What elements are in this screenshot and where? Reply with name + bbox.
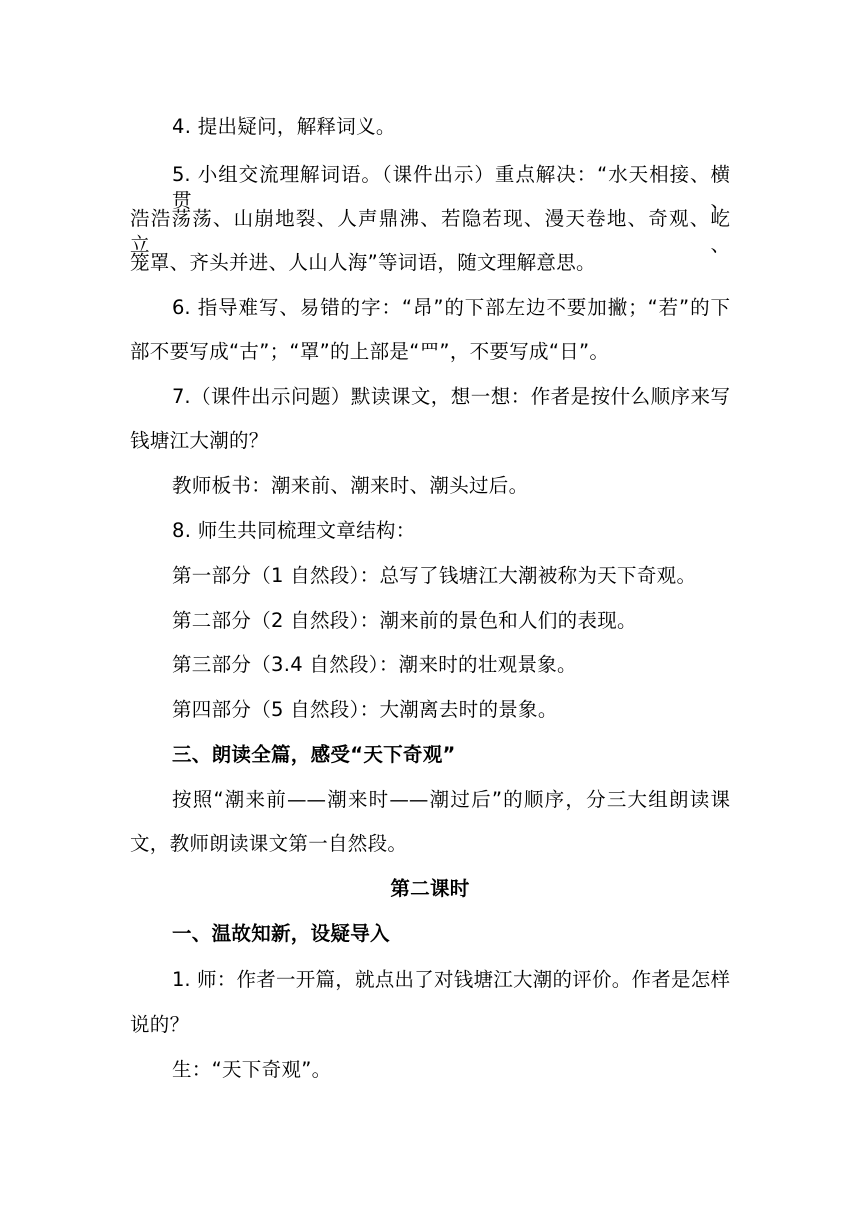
text-line: 部不要写成“古”；“罩”的上部是“罒”，不要写成“日”。	[130, 340, 610, 363]
text-line: 6. 指导难写、易错的字：“昂”的下部左边不要加撇；“若”的下	[172, 296, 730, 319]
text-line: 第二部分（2 自然段）：潮来前的景色和人们的表现。	[172, 609, 637, 632]
text-line: 8. 师生共同梳理文章结构：	[172, 519, 416, 542]
text-line: 第一部分（1 自然段）：总写了钱塘江大潮被称为天下奇观。	[172, 564, 697, 587]
text-line: 生：“天下奇观”。	[172, 1058, 332, 1081]
section-heading: 一、温故知新，设疑导入	[172, 922, 390, 945]
text-line: 4. 提出疑问，解释词义。	[172, 115, 396, 138]
lesson-title: 第二课时	[390, 877, 470, 900]
text-line: 笼罩、齐头并进、人山人海”等词语，随文理解意思。	[130, 251, 596, 274]
section-heading: 三、朗读全篇，感受“天下奇观”	[172, 743, 456, 766]
text-line: 1. 师：作者一开篇，就点出了对钱塘江大潮的评价。作者是怎样	[172, 968, 730, 991]
text-line: 文，教师朗读课文第一自然段。	[130, 832, 408, 855]
text-line: 按照“潮来前——潮来时——潮过后”的顺序，分三大组朗读课	[172, 788, 730, 811]
text-line: 5. 小组交流理解词语。（课件出示）重点解决：“水天相接、横贯、	[172, 163, 730, 212]
text-line: 说的？	[130, 1013, 190, 1036]
text-line: 第四部分（5 自然段）：大潮离去时的景象。	[172, 698, 558, 721]
text-line: 钱塘江大潮的？	[130, 429, 269, 452]
text-line: 第三部分（3.4 自然段）：潮来时的壮观景象。	[172, 653, 577, 676]
text-line: 浩浩荡荡、山崩地裂、人声鼎沸、若隐若现、漫天卷地、奇观、屹立、	[130, 207, 730, 256]
text-line: 教师板书：潮来前、潮来时、潮头过后。	[172, 474, 529, 497]
text-line: 7.（课件出示问题）默读课文，想一想：作者是按什么顺序来写	[172, 385, 730, 408]
